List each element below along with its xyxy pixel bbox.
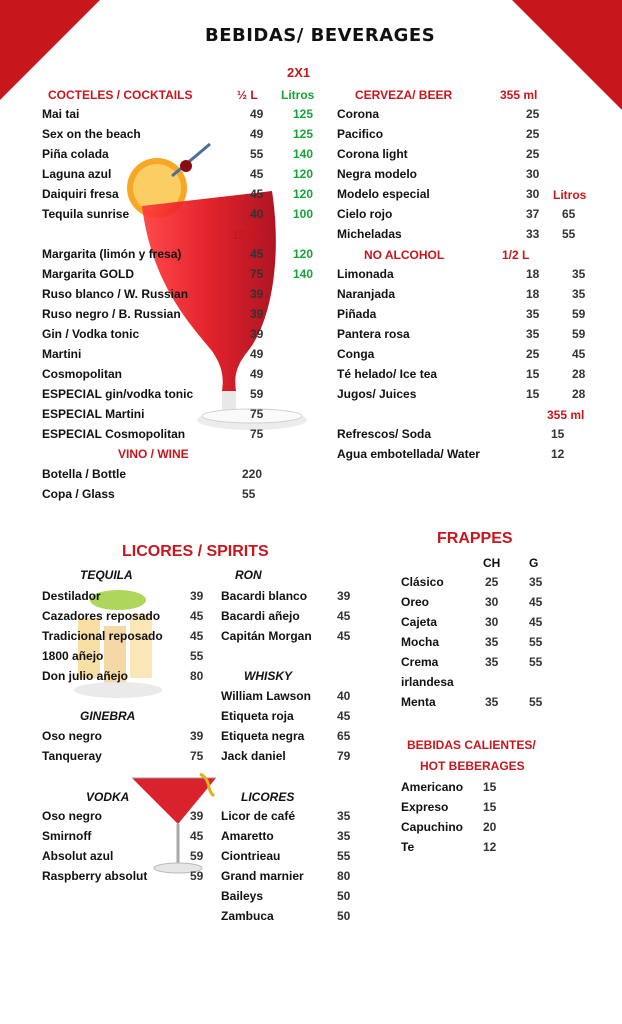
item-name: Oreo bbox=[401, 595, 430, 609]
menu-row bbox=[337, 164, 587, 184]
frappes-list bbox=[401, 572, 551, 712]
price: 25 bbox=[526, 107, 540, 121]
price-liters: 140 bbox=[293, 147, 314, 161]
item-name: Tequila sunrise bbox=[42, 207, 130, 221]
price: 65 bbox=[337, 729, 351, 743]
price-half-liter: 39 bbox=[250, 327, 264, 341]
menu-row bbox=[42, 424, 322, 444]
item-name: Copa / Glass bbox=[42, 487, 115, 501]
price-half-liter: 75 bbox=[250, 407, 264, 421]
menu-row bbox=[42, 324, 322, 344]
item-name: Pantera rosa bbox=[337, 327, 410, 341]
item-name: Ciontrieau bbox=[221, 849, 281, 863]
price-half-liter: 49 bbox=[250, 107, 264, 121]
item-name: ESPECIAL Martini bbox=[42, 407, 145, 421]
price: 75 bbox=[190, 749, 204, 763]
menu-row bbox=[337, 284, 587, 304]
item-name: William Lawson bbox=[221, 689, 311, 703]
item-name: Menta bbox=[401, 695, 436, 709]
price-half-liter: 15 bbox=[526, 387, 540, 401]
price-g: 35 bbox=[529, 575, 543, 589]
cocktails-half-liter-header: ½ L bbox=[237, 88, 258, 102]
item-name: Modelo especial bbox=[337, 187, 430, 201]
soda-size: 355 ml bbox=[547, 408, 585, 422]
tequila-label: TEQUILA bbox=[80, 568, 133, 582]
menu-row bbox=[221, 626, 351, 646]
beer-list bbox=[337, 104, 587, 244]
price: 39 bbox=[337, 589, 351, 603]
price: 45 bbox=[190, 629, 204, 643]
hot-list bbox=[401, 777, 511, 857]
item-name: Don julio añejo bbox=[42, 669, 128, 683]
item-name: Tradicional reposado bbox=[42, 629, 163, 643]
price: 80 bbox=[190, 669, 204, 683]
item-name: Capitán Morgan bbox=[221, 629, 312, 643]
no-alcohol-list bbox=[337, 264, 587, 404]
price-liters: 28 bbox=[572, 387, 586, 401]
menu-row bbox=[42, 264, 322, 284]
frappes-header: FRAPPES bbox=[437, 530, 513, 547]
item-name: Grand marnier bbox=[221, 869, 304, 883]
price: 45 bbox=[190, 609, 204, 623]
menu-row bbox=[42, 204, 322, 224]
item-name: Conga bbox=[337, 347, 375, 361]
menu-row bbox=[42, 464, 272, 484]
item-name: Expreso bbox=[401, 800, 449, 814]
menu-row bbox=[42, 384, 322, 404]
price-liters: 120 bbox=[293, 247, 314, 261]
item-name: Negra modelo bbox=[337, 167, 418, 181]
price-half-liter: 18 bbox=[526, 267, 540, 281]
item-name: Pacifico bbox=[337, 127, 384, 141]
price-ch: 30 bbox=[485, 595, 499, 609]
item-name: Jugos/ Juices bbox=[337, 387, 417, 401]
price-liters: 120 bbox=[293, 167, 314, 181]
menu-row bbox=[221, 686, 351, 706]
item-name: 1800 añejo bbox=[42, 649, 104, 663]
menu-row bbox=[221, 606, 351, 626]
item-name: Mai tai bbox=[42, 107, 80, 121]
price-liters: 140 bbox=[293, 267, 314, 281]
menu-row bbox=[401, 652, 551, 672]
corner-decoration-left bbox=[0, 0, 100, 100]
menu-row bbox=[42, 746, 206, 766]
item-name: Botella / Bottle bbox=[42, 467, 127, 481]
price-half-liter: 45 bbox=[250, 167, 264, 181]
menu-row bbox=[42, 846, 206, 866]
menu-row bbox=[42, 606, 206, 626]
price-g: 55 bbox=[529, 635, 543, 649]
vodka-list bbox=[42, 806, 206, 886]
whisky-list bbox=[221, 686, 351, 766]
item-name: Corona light bbox=[337, 147, 408, 161]
price-half-liter: 49 bbox=[250, 367, 264, 381]
item-name: Cosmopolitan bbox=[42, 367, 122, 381]
menu-row bbox=[401, 572, 551, 592]
item-name: Daiquiri fresa bbox=[42, 187, 119, 201]
price: 39 bbox=[190, 729, 204, 743]
menu-row bbox=[337, 144, 587, 164]
price-liters: 100 bbox=[293, 207, 314, 221]
item-name: Amaretto bbox=[221, 829, 274, 843]
price-half-liter: 18 bbox=[526, 287, 540, 301]
menu-row bbox=[401, 692, 551, 712]
menu-row bbox=[42, 164, 322, 184]
item-name: Cazadores reposado bbox=[42, 609, 161, 623]
item-name: Mocha bbox=[401, 635, 440, 649]
menu-row bbox=[337, 224, 587, 244]
price-ch: 25 bbox=[485, 575, 499, 589]
cocktails-12oz-label: 12 oz bbox=[232, 228, 263, 242]
menu-row bbox=[42, 726, 206, 746]
item-name: Etiqueta negra bbox=[221, 729, 305, 743]
price-half-liter: 45 bbox=[250, 247, 264, 261]
menu-row bbox=[401, 612, 551, 632]
promo-2x1: 2X1 bbox=[287, 65, 311, 80]
item-name: Refrescos/ Soda bbox=[337, 427, 432, 441]
beer-size: 355 ml bbox=[500, 88, 538, 102]
price: 80 bbox=[337, 869, 351, 883]
item-name: Oso negro bbox=[42, 809, 103, 823]
item-name: Destilador bbox=[42, 589, 101, 603]
price: 40 bbox=[337, 689, 351, 703]
price: 55 bbox=[242, 487, 256, 501]
menu-row bbox=[221, 866, 351, 886]
price: 39 bbox=[190, 809, 204, 823]
price-half-liter: 49 bbox=[250, 347, 264, 361]
price: 12 bbox=[551, 447, 565, 461]
item-name: Cajeta bbox=[401, 615, 438, 629]
price-half-liter: 45 bbox=[250, 187, 264, 201]
menu-row bbox=[401, 632, 551, 652]
price: 45 bbox=[337, 629, 351, 643]
price: 55 bbox=[190, 649, 204, 663]
menu-row bbox=[42, 344, 322, 364]
menu-row bbox=[42, 364, 322, 384]
item-name: Absolut azul bbox=[42, 849, 114, 863]
price: 35 bbox=[337, 829, 351, 843]
price-liters: 28 bbox=[572, 367, 586, 381]
item-name: Americano bbox=[401, 780, 464, 794]
price: 15 bbox=[551, 427, 565, 441]
menu-row bbox=[42, 104, 322, 124]
price: 37 bbox=[526, 207, 540, 221]
price-ch: 35 bbox=[485, 655, 499, 669]
wine-header: VINO / WINE bbox=[118, 447, 189, 461]
cocktail-list-2 bbox=[42, 244, 322, 444]
price-liters: 59 bbox=[572, 327, 586, 341]
frappes-g-header: G bbox=[529, 556, 539, 570]
price-half-liter: 40 bbox=[250, 207, 264, 221]
menu-row bbox=[42, 124, 322, 144]
menu-row bbox=[337, 264, 587, 284]
item-name: Corona bbox=[337, 107, 379, 121]
menu-row bbox=[221, 746, 351, 766]
hot-header-1: BEBIDAS CALIENTES/ bbox=[407, 738, 536, 752]
menu-row bbox=[401, 817, 511, 837]
item-name: ESPECIAL gin/vodka tonic bbox=[42, 387, 194, 401]
price-liters: 45 bbox=[572, 347, 586, 361]
menu-row bbox=[221, 726, 351, 746]
item-name: Raspberry absolut bbox=[42, 869, 148, 883]
price: 12 bbox=[483, 840, 497, 854]
menu-row bbox=[221, 846, 351, 866]
item-name: ESPECIAL Cosmopolitan bbox=[42, 427, 186, 441]
price-liters: 35 bbox=[572, 267, 586, 281]
price-liters: 65 bbox=[562, 207, 576, 221]
menu-row bbox=[42, 666, 206, 686]
price-g: 55 bbox=[529, 695, 543, 709]
price: 15 bbox=[483, 800, 497, 814]
price: 45 bbox=[337, 709, 351, 723]
price-liters: 125 bbox=[293, 107, 314, 121]
price-half-liter: 59 bbox=[250, 387, 264, 401]
price-half-liter: 75 bbox=[250, 267, 264, 281]
item-name: Etiqueta roja bbox=[221, 709, 294, 723]
item-name: irlandesa bbox=[401, 675, 454, 689]
item-name: Piñada bbox=[337, 307, 377, 321]
price: 15 bbox=[483, 780, 497, 794]
menu-row bbox=[221, 906, 351, 926]
beer-header: CERVEZA/ BEER bbox=[355, 88, 453, 102]
menu-row bbox=[42, 484, 272, 504]
price-half-liter: 15 bbox=[526, 367, 540, 381]
menu-row bbox=[337, 204, 587, 224]
price: 30 bbox=[526, 187, 540, 201]
price: 59 bbox=[190, 869, 204, 883]
item-name: Baileys bbox=[221, 889, 264, 903]
menu-row bbox=[221, 706, 351, 726]
price-half-liter: 39 bbox=[250, 287, 264, 301]
price: 55 bbox=[337, 849, 351, 863]
price: 30 bbox=[526, 167, 540, 181]
item-name: Laguna azul bbox=[42, 167, 112, 181]
item-name: Martini bbox=[42, 347, 82, 361]
price: 220 bbox=[242, 467, 263, 481]
licores-label: LICORES bbox=[241, 790, 295, 804]
wine-list bbox=[42, 464, 272, 504]
menu-row bbox=[42, 806, 206, 826]
menu-row bbox=[42, 626, 206, 646]
price-ch: 30 bbox=[485, 615, 499, 629]
menu-row bbox=[337, 344, 587, 364]
menu-row bbox=[42, 404, 322, 424]
ginebra-list bbox=[42, 726, 206, 766]
ginebra-label: GINEBRA bbox=[80, 709, 136, 723]
item-name: Agua embotellada/ Water bbox=[337, 447, 480, 461]
item-name: Sex on the beach bbox=[42, 127, 141, 141]
item-name: Ruso blanco / W. Russian bbox=[42, 287, 189, 301]
no-alcohol-size: 1/2 L bbox=[502, 248, 530, 262]
menu-row bbox=[42, 866, 206, 886]
price-liters: 125 bbox=[293, 127, 314, 141]
licores-list bbox=[221, 806, 351, 926]
item-name: Cielo rojo bbox=[337, 207, 393, 221]
menu-row bbox=[221, 826, 351, 846]
item-name: Margarita (limón y fresa) bbox=[42, 247, 182, 261]
price: 79 bbox=[337, 749, 351, 763]
item-name: Micheladas bbox=[337, 227, 402, 241]
price-liters: 120 bbox=[293, 187, 314, 201]
menu-row bbox=[401, 672, 551, 692]
price-liters: 35 bbox=[572, 287, 586, 301]
price: 45 bbox=[337, 609, 351, 623]
price: 25 bbox=[526, 127, 540, 141]
item-name: Piña colada bbox=[42, 147, 109, 161]
item-name: Bacardi blanco bbox=[221, 589, 308, 603]
frappes-ch-header: CH bbox=[483, 556, 501, 570]
item-name: Oso negro bbox=[42, 729, 103, 743]
price-half-liter: 35 bbox=[526, 307, 540, 321]
menu-row bbox=[42, 144, 322, 164]
menu-row bbox=[221, 806, 351, 826]
price: 59 bbox=[190, 849, 204, 863]
menu-row bbox=[221, 886, 351, 906]
no-alcohol-header: NO ALCOHOL bbox=[364, 248, 445, 262]
ron-list bbox=[221, 586, 351, 646]
item-name: Ruso negro / B. Russian bbox=[42, 307, 181, 321]
menu-row bbox=[42, 826, 206, 846]
spirits-header: LICORES / SPIRITS bbox=[122, 543, 269, 560]
menu-row bbox=[337, 304, 587, 324]
price-ch: 35 bbox=[485, 695, 499, 709]
item-name: Té helado/ Ice tea bbox=[337, 367, 438, 381]
item-name: Zambuca bbox=[221, 909, 274, 923]
menu-row bbox=[401, 592, 551, 612]
cocktails-liters-header: Litros bbox=[281, 88, 315, 102]
price-g: 45 bbox=[529, 615, 543, 629]
menu-row bbox=[42, 284, 322, 304]
menu-row bbox=[42, 586, 206, 606]
price: 20 bbox=[483, 820, 497, 834]
item-name: Capuchino bbox=[401, 820, 463, 834]
menu-row bbox=[337, 104, 587, 124]
item-name: Te bbox=[401, 840, 415, 854]
item-name: Jack daniel bbox=[221, 749, 286, 763]
menu-row bbox=[401, 777, 511, 797]
menu-row bbox=[337, 324, 587, 344]
item-name: Bacardi añejo bbox=[221, 609, 300, 623]
item-name: Licor de café bbox=[221, 809, 296, 823]
price-half-liter: 39 bbox=[250, 307, 264, 321]
menu-row bbox=[401, 837, 511, 857]
item-name: Crema bbox=[401, 655, 439, 669]
price-liters: 59 bbox=[572, 307, 586, 321]
price-half-liter: 25 bbox=[526, 347, 540, 361]
menu-row bbox=[42, 244, 322, 264]
item-name: Margarita GOLD bbox=[42, 267, 135, 281]
price-half-liter: 49 bbox=[250, 127, 264, 141]
price-half-liter: 35 bbox=[526, 327, 540, 341]
price-half-liter: 55 bbox=[250, 147, 264, 161]
price: 50 bbox=[337, 909, 351, 923]
item-name: Naranjada bbox=[337, 287, 396, 301]
price: 45 bbox=[190, 829, 204, 843]
menu-row bbox=[401, 797, 511, 817]
price: 50 bbox=[337, 889, 351, 903]
price-liters: 55 bbox=[562, 227, 576, 241]
hot-header-2: HOT BEBERAGES bbox=[420, 759, 525, 773]
ron-label: RON bbox=[235, 568, 262, 582]
menu-row bbox=[337, 364, 587, 384]
beer-liters-header: Litros bbox=[553, 188, 587, 202]
price: 35 bbox=[337, 809, 351, 823]
item-name: Gin / Vodka tonic bbox=[42, 327, 140, 341]
price-half-liter: 75 bbox=[250, 427, 264, 441]
menu-row bbox=[337, 184, 587, 204]
price: 33 bbox=[526, 227, 540, 241]
menu-row bbox=[42, 304, 322, 324]
item-name: Clásico bbox=[401, 575, 444, 589]
item-name: Smirnoff bbox=[42, 829, 92, 843]
page-title: BEBIDAS/ BEVERAGES bbox=[205, 25, 436, 46]
price: 39 bbox=[190, 589, 204, 603]
menu-row bbox=[337, 424, 587, 444]
price-g: 45 bbox=[529, 595, 543, 609]
price: 25 bbox=[526, 147, 540, 161]
whisky-label: WHISKY bbox=[244, 669, 292, 683]
item-name: Tanqueray bbox=[42, 749, 102, 763]
menu-row bbox=[337, 444, 587, 464]
item-name: Limonada bbox=[337, 267, 394, 281]
price-g: 55 bbox=[529, 655, 543, 669]
menu-row bbox=[42, 646, 206, 666]
menu-row bbox=[337, 124, 587, 144]
cocktails-header: COCTELES / COCKTAILS bbox=[48, 88, 193, 102]
cocktail-list bbox=[42, 104, 322, 224]
vodka-label: VODKA bbox=[86, 790, 130, 804]
menu-row bbox=[221, 586, 351, 606]
menu-row bbox=[337, 384, 587, 404]
soda-list bbox=[337, 424, 587, 464]
price-ch: 35 bbox=[485, 635, 499, 649]
tequila-list bbox=[42, 586, 206, 686]
menu-row bbox=[42, 184, 322, 204]
